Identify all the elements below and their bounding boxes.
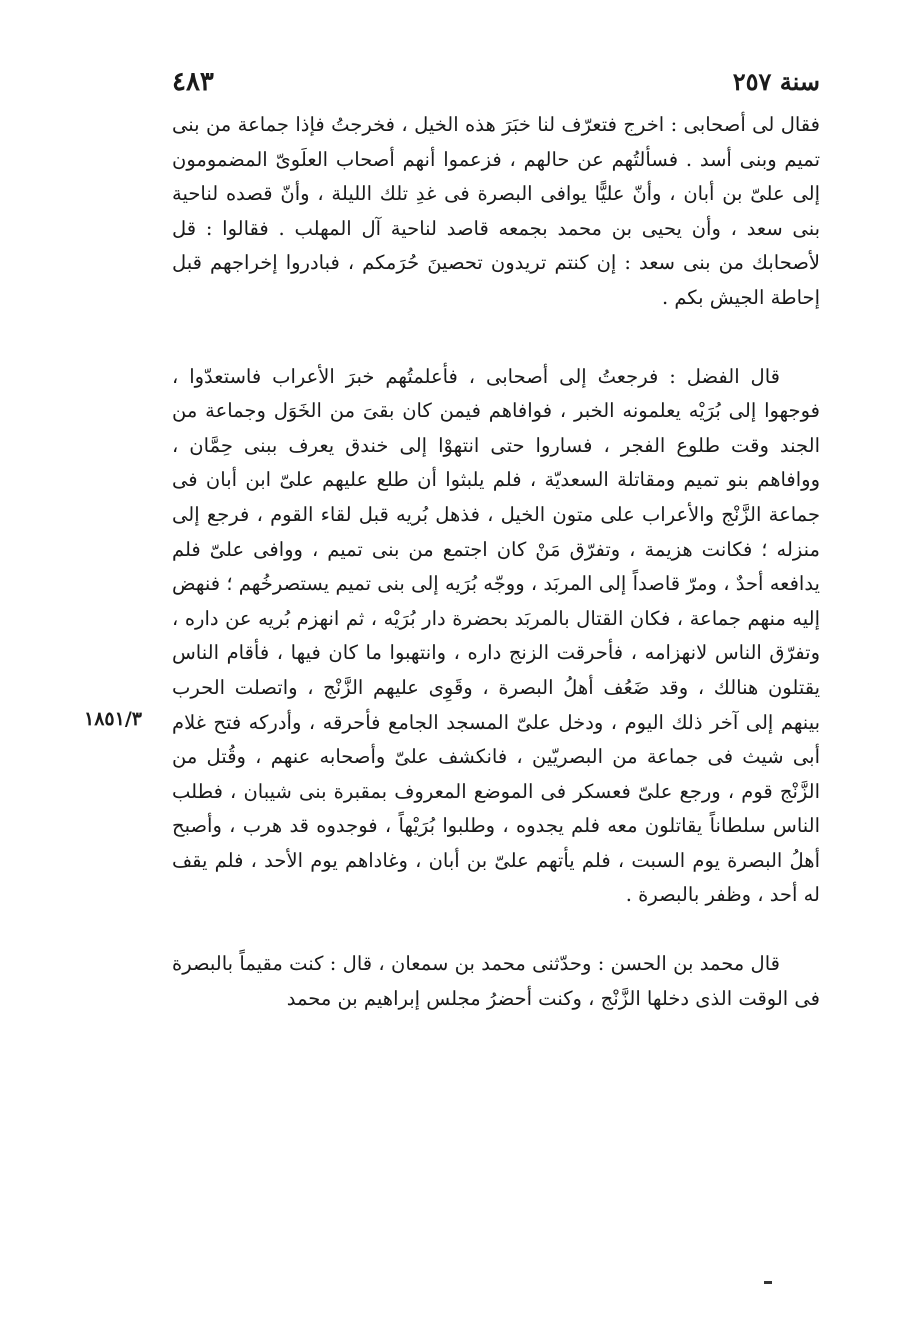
footer-mark — [764, 1281, 772, 1284]
page-number: ٤٨٣ — [172, 67, 214, 97]
paragraph-text: فقال لى أصحابى : اخرج فتعرّف لنا خبَرَ هذه الخيل ، فخرجتُ فإذا جماعة من بنى تميم وبنى أسد . فسألتُهم عن حالهم ، فزعموا أنهم أصحاب العلَوىّ المضمومون إلى علىّ بن أبان ، وأنّ عليًّا يوافى البصرة فى غدِ تلك الليلة ، وأنّ قصده لناحية بنى سعد ، وأن يحيى بن محمد بجمعه قاصد لناحية آل المهلب . فقالوا : قل لأصحابك من بنى سعد : إن كنتم تريدون تحصينَ حُرَمكم ، فبادروا إخراجهم قبل إحاطة الجيش بكم . — [172, 113, 820, 309]
body-text — [172, 108, 820, 1016]
margin-reference: ١٨٥١/٣ — [84, 708, 142, 730]
paragraph-gap — [172, 316, 820, 360]
paragraph-gap — [172, 913, 820, 947]
page-header — [172, 62, 820, 102]
paragraph-3 — [172, 947, 820, 1016]
paragraph-2 — [172, 360, 820, 914]
paragraph-text: قال الفضل : فرجعتُ إلى أصحابى ، فأعلمتُهم خبرَ الأعراب فاستعدّوا ، فوجهوا إلى بُرَيْه يعلمونه الخبر ، فوافاهم فيمن كان بقىَ من الخَوَل وجماعة من الجند وقت طلوع الفجر ، فساروا حتى انتهوْا إلى خندق يعرف ببنى حِمَّان ، ووافاهم بنو تميم ومقاتلة السعديّة ، فلم يلبثوا أن طلع عليهم علىّ ابن أبان فى جماعة الزَّنْج والأعراب على متون الخيل ، فذهل بُريه قبل لقاء القوم ، فرجع إلى منزله ؛ فكانت هزيمة ، وتفرّق مَنْ كان اجتمع من بنى تميم ، ووافى علىّ فلم يدافعه أحدٌ ، ومرّ قاصداً إلى المربَد ، ووجّه بُرَيه إلى بنى تميم يستصرخُهم ؛ فنهض إليه منهم جماعة ، فكان القتال بالمربَد بحضرة دار بُرَيْه ، ثم انهزم بُريه عن داره ، وتفرّق الناس لانهزامه ، فأحرقت الزنج داره ، وانتهبوا ما كان فيها ، فأقام الناس يقتلون هنالك ، وقد ضَعُف أهلُ البصرة ، وقَوِى عليهم الزَّنْج ، واتصلت الحرب بينهم إلى آخر ذلك اليوم ، ودخل علىّ المسجد الجامع فأحرقه ، وأدركه فتح غلام أبى شيث فى جماعة من البصريّين ، فانكشف علىّ وأصحابه عنهم ، وقُتل من الزَّنْج قوم ، ورجع علىّ فعسكر فى الموضع المعروف بمقبرة بنى شيبان ، فطلب الناس سلطاناً يقاتلون معه فلم يجدوه ، وطلبوا بُرَيْهاً ، فوجدوه قد هرب ، وأصبح أهلُ البصرة يوم السبت ، فلم يأتهم علىّ بن أبان ، وغاداهم يوم الأحد ، فلم يقف له أحد ، وظفر بالبصرة . — [172, 364, 820, 907]
running-head: سنة ٢٥٧ — [732, 67, 820, 96]
paragraph-text: قال محمد بن الحسن : وحدّثنى محمد بن سمعان ، قال : كنت مقيماً بالبصرة فى الوقت الذى دخلها الزَّنْج ، وكنت أحضرُ مجلس إبراهيم بن محمد — [172, 952, 820, 1010]
paragraph-1 — [172, 108, 820, 316]
